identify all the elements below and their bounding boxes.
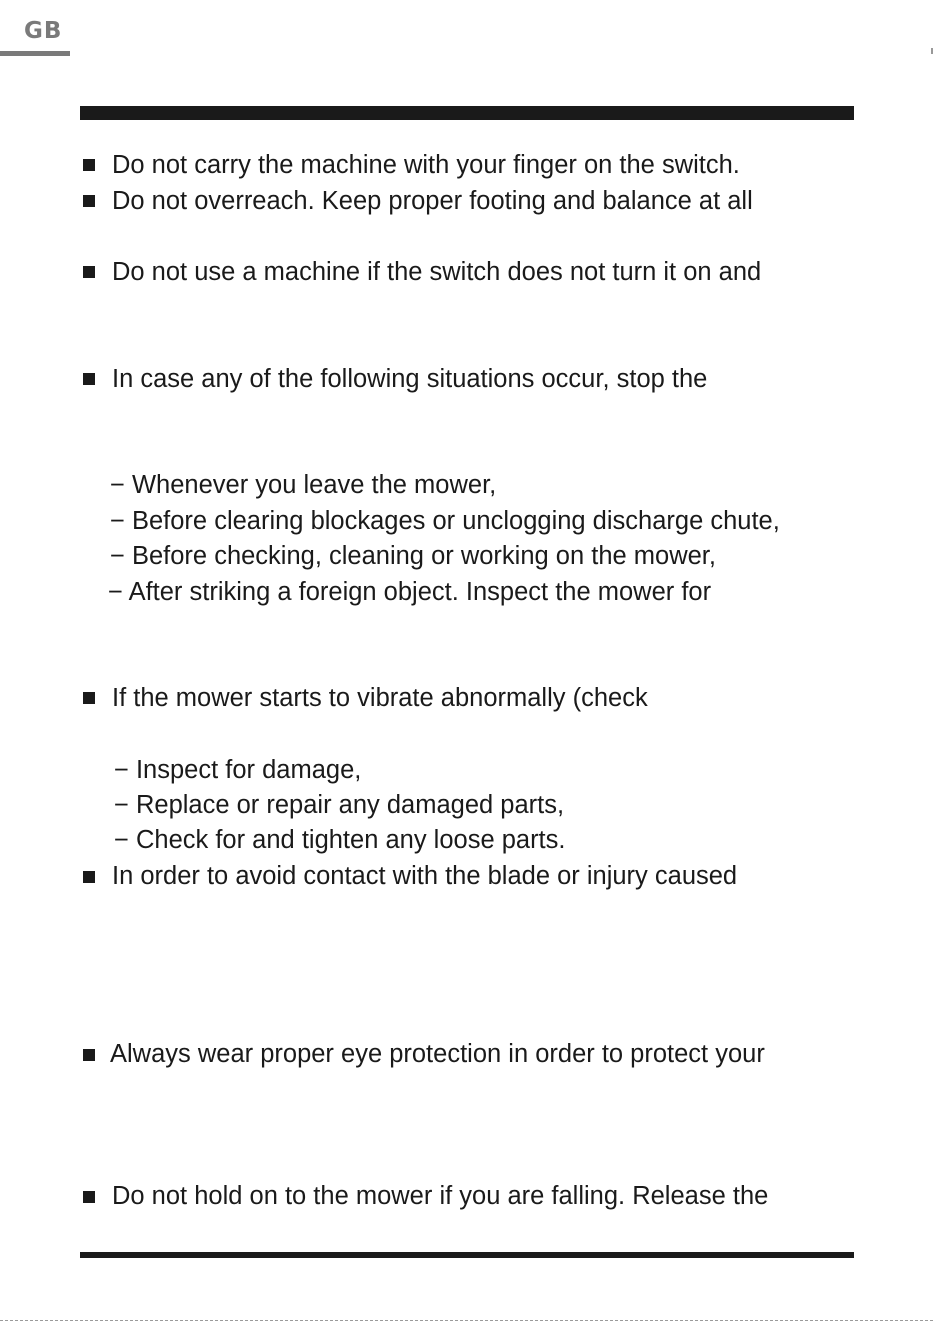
- bullet-square-icon: [83, 871, 95, 883]
- section-header-bar: [80, 106, 854, 120]
- bullet-square-icon: [83, 692, 95, 704]
- sub-list-item: − Before checking, cleaning or working on the mower,: [110, 542, 716, 570]
- sub-list-item: − Inspect for damage,: [114, 756, 362, 784]
- bullet-square-icon: [83, 195, 95, 207]
- bullet-text: Always wear proper eye protection in order to protect your: [110, 1040, 765, 1068]
- bullet-text: In case any of the following situations occur, stop the: [112, 365, 708, 393]
- sub-list-item: − Whenever you leave the mower,: [110, 471, 497, 499]
- bullet-text: Do not use a machine if the switch does not turn it on and: [112, 258, 762, 286]
- language-tag: GB: [24, 18, 63, 44]
- sub-list-item: − Replace or repair any damaged parts,: [114, 791, 565, 819]
- bullet-text: In order to avoid contact with the blade or injury caused: [112, 862, 738, 890]
- bullet-square-icon: [83, 1049, 95, 1061]
- bullet-text: Do not carry the machine with your finger on the switch.: [112, 151, 740, 179]
- bullet-square-icon: [83, 1191, 95, 1203]
- sub-list-item: − Check for and tighten any loose parts.: [114, 826, 566, 854]
- sub-list-item: − After striking a foreign object. Inspect the mower for: [108, 578, 712, 606]
- section-footer-bar: [80, 1252, 854, 1258]
- page-bottom-rule: [0, 1320, 933, 1321]
- bullet-text: If the mower starts to vibrate abnormally (check: [112, 684, 648, 712]
- bullet-text: Do not hold on to the mower if you are falling. Release the: [112, 1182, 769, 1210]
- language-tag-underline: [0, 51, 70, 56]
- bullet-square-icon: [83, 373, 95, 385]
- bullet-text: Do not overreach. Keep proper footing and balance at all: [112, 187, 753, 215]
- bullet-square-icon: [83, 266, 95, 278]
- bullet-square-icon: [83, 159, 95, 171]
- sub-list-item: − Before clearing blockages or unclogging discharge chute,: [110, 507, 780, 535]
